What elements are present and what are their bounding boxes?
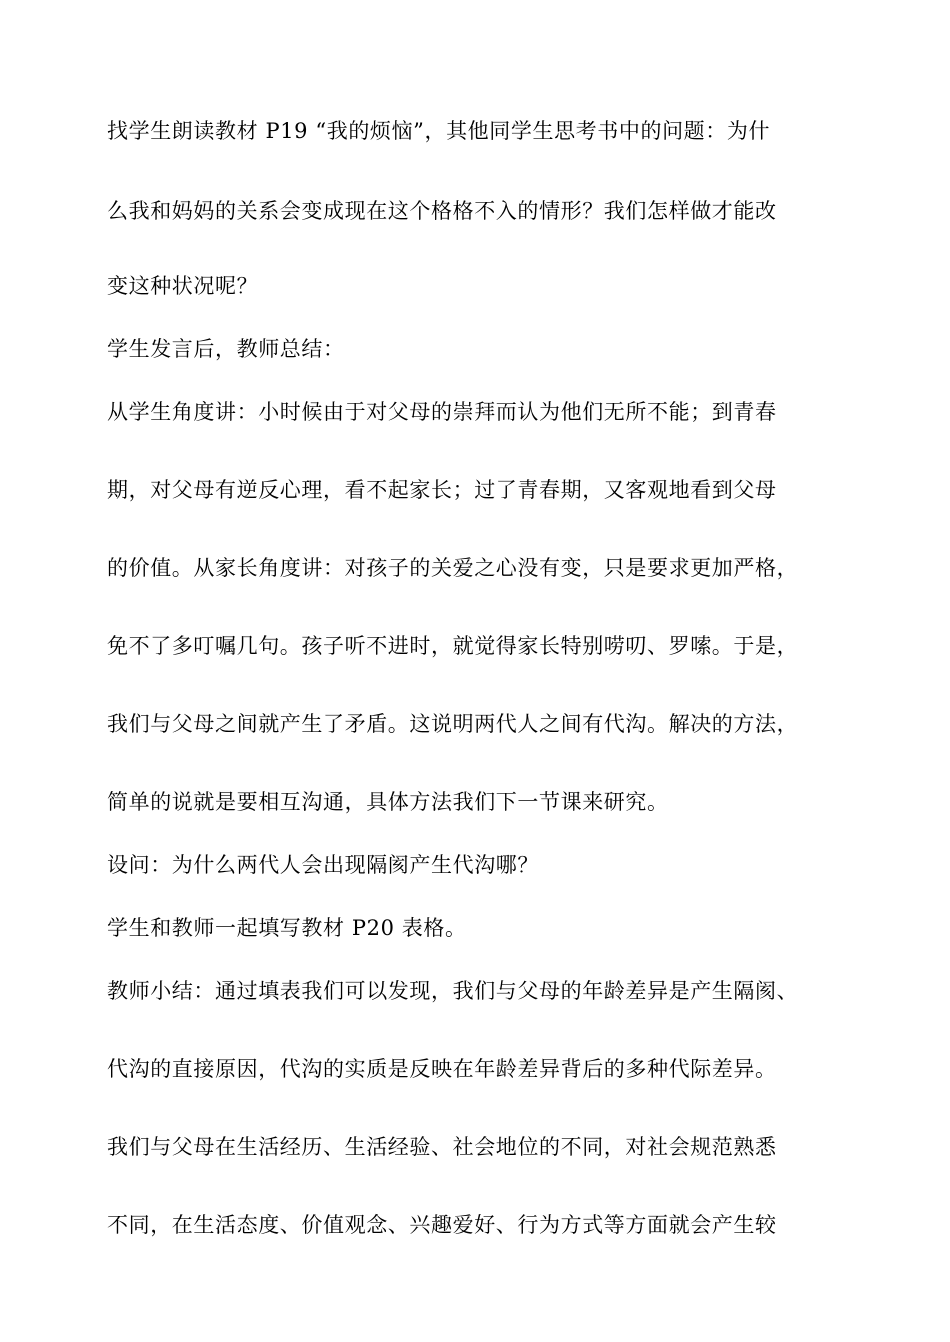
paragraph-line-15: 我们与父母在生活经历、生活经验、社会地位的不同，对社会规范熟悉 <box>107 1135 777 1159</box>
paragraph-line-7: 的价值。从家长角度讲：对孩子的关爱之心没有变，只是要求更加严格， <box>107 556 799 580</box>
paragraph-line-8: 免不了多叮嘱几句。孩子听不进时，就觉得家长特别唠叨、罗嗦。于是， <box>107 634 799 658</box>
paragraph-line-6: 期，对父母有逆反心理，看不起家长；过了青春期，又客观地看到父母 <box>107 478 777 502</box>
paragraph-line-13: 教师小结：通过填表我们可以发现，我们与父母的年龄差异是产生隔阂、 <box>107 979 799 1003</box>
paragraph-line-4: 学生发言后，教师总结： <box>107 337 345 361</box>
paragraph-line-11: 设问：为什么两代人会出现隔阂产生代沟哪？ <box>107 853 539 877</box>
paragraph-line-14: 代沟的直接原因，代沟的实质是反映在年龄差异背后的多种代际差异。 <box>107 1057 777 1081</box>
paragraph-line-5: 从学生角度讲：小时候由于对父母的崇拜而认为他们无所不能；到青春 <box>107 400 777 424</box>
paragraph-line-2: 么我和妈妈的关系会变成现在这个格格不入的情形？我们怎样做才能改 <box>107 199 777 223</box>
paragraph-line-12: 学生和教师一起填写教材 P20 表格。 <box>107 916 467 940</box>
paragraph-line-3: 变这种状况呢？ <box>107 274 259 298</box>
paragraph-line-10: 简单的说就是要相互沟通，具体方法我们下一节课来研究。 <box>107 790 669 814</box>
paragraph-line-1: 找学生朗读教材 P19 “我的烦恼”，其他同学生思考书中的问题：为什 <box>107 119 771 143</box>
paragraph-line-9: 我们与父母之间就产生了矛盾。这说明两代人之间有代沟。解决的方法， <box>107 712 799 736</box>
paragraph-line-16: 不同，在生活态度、价值观念、兴趣爱好、行为方式等方面就会产生较 <box>107 1213 777 1237</box>
